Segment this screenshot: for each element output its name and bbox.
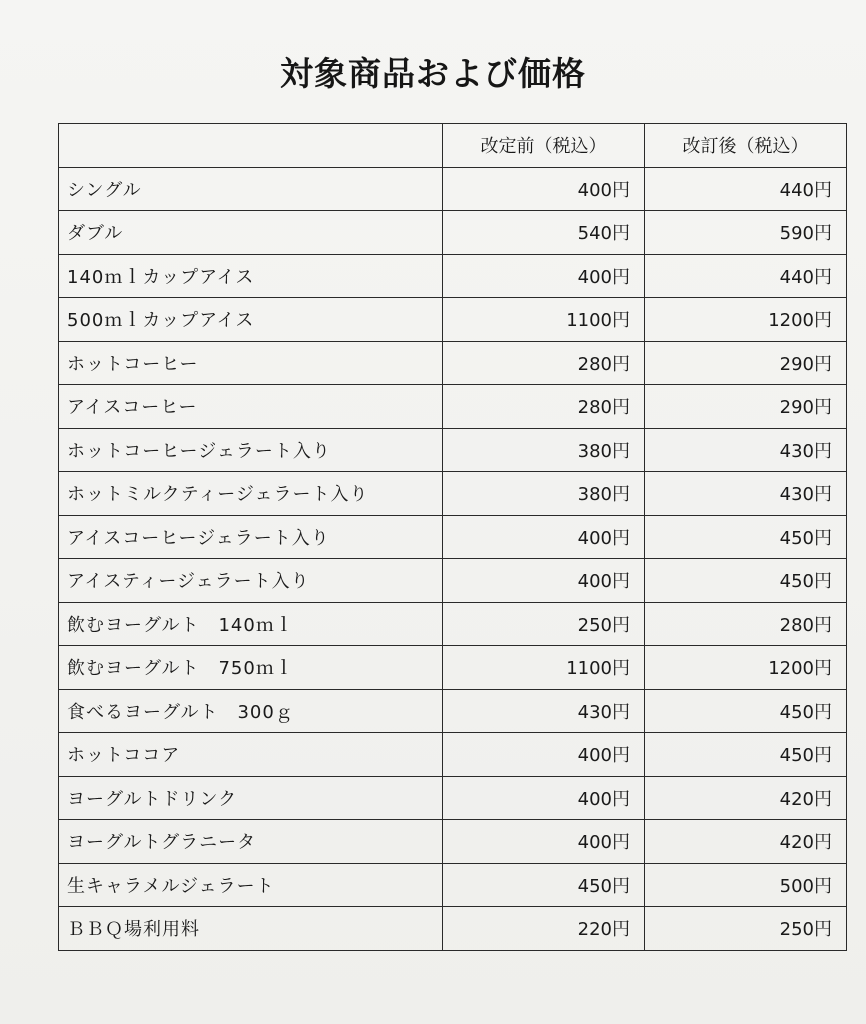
price-before-cell: 280円 <box>443 341 645 385</box>
price-after-cell: 420円 <box>645 776 847 820</box>
price-after-cell: 430円 <box>645 428 847 472</box>
price-before-cell: 380円 <box>443 472 645 516</box>
item-name-cell: ヨーグルトドリンク <box>59 776 443 820</box>
table-row <box>59 646 847 690</box>
header-price-after: 改訂後（税込） <box>645 124 847 168</box>
table-row <box>59 298 847 342</box>
price-after-cell: 590円 <box>645 211 847 255</box>
table-row <box>59 776 847 820</box>
table-row <box>59 211 847 255</box>
price-after-cell: 290円 <box>645 341 847 385</box>
price-before-cell: 400円 <box>443 820 645 864</box>
item-name-cell: 飲むヨーグルト 750ｍｌ <box>59 646 443 690</box>
item-name-cell: ＢＢＱ場利用料 <box>59 907 443 951</box>
item-name-cell: アイスコーヒー <box>59 385 443 429</box>
table-row <box>59 602 847 646</box>
item-name-cell: ダブル <box>59 211 443 255</box>
price-before-cell: 220円 <box>443 907 645 951</box>
item-name-cell: アイスティージェラート入り <box>59 559 443 603</box>
price-after-cell: 450円 <box>645 733 847 777</box>
item-name-cell: 食べるヨーグルト 300ｇ <box>59 689 443 733</box>
table-row <box>59 515 847 559</box>
price-before-cell: 430円 <box>443 689 645 733</box>
price-before-cell: 400円 <box>443 559 645 603</box>
item-name-cell: シングル <box>59 167 443 211</box>
price-before-cell: 1100円 <box>443 298 645 342</box>
item-name-cell: アイスコーヒージェラート入り <box>59 515 443 559</box>
price-after-cell: 280円 <box>645 602 847 646</box>
price-before-cell: 450円 <box>443 863 645 907</box>
price-table <box>58 123 847 951</box>
item-name-cell: 生キャラメルジェラート <box>59 863 443 907</box>
price-after-cell: 450円 <box>645 689 847 733</box>
price-before-cell: 280円 <box>443 385 645 429</box>
price-after-cell: 290円 <box>645 385 847 429</box>
table-row <box>59 385 847 429</box>
item-name-cell: 140ｍｌカップアイス <box>59 254 443 298</box>
price-before-cell: 400円 <box>443 167 645 211</box>
header-price-before: 改定前（税込） <box>443 124 645 168</box>
price-after-cell: 250円 <box>645 907 847 951</box>
price-before-cell: 540円 <box>443 211 645 255</box>
item-name-cell: ホットココア <box>59 733 443 777</box>
table-row <box>59 907 847 951</box>
page-title: 対象商品および価格 <box>280 54 586 93</box>
table-row <box>59 167 847 211</box>
price-after-cell: 440円 <box>645 254 847 298</box>
table-row <box>59 863 847 907</box>
table-row <box>59 254 847 298</box>
table-row <box>59 559 847 603</box>
price-after-cell: 440円 <box>645 167 847 211</box>
item-name-cell: ホットミルクティージェラート入り <box>59 472 443 516</box>
price-after-cell: 1200円 <box>645 646 847 690</box>
price-after-cell: 450円 <box>645 515 847 559</box>
price-before-cell: 250円 <box>443 602 645 646</box>
price-after-cell: 450円 <box>645 559 847 603</box>
item-name-cell: ヨーグルトグラニータ <box>59 820 443 864</box>
price-after-cell: 1200円 <box>645 298 847 342</box>
price-before-cell: 400円 <box>443 776 645 820</box>
table-row <box>59 733 847 777</box>
price-after-cell: 430円 <box>645 472 847 516</box>
item-name-cell: ホットコーヒー <box>59 341 443 385</box>
table-row <box>59 689 847 733</box>
price-before-cell: 400円 <box>443 254 645 298</box>
item-name-cell: 500ｍｌカップアイス <box>59 298 443 342</box>
price-before-cell: 400円 <box>443 733 645 777</box>
price-after-cell: 500円 <box>645 863 847 907</box>
table-row <box>59 341 847 385</box>
header-item <box>59 124 443 168</box>
table-header-row <box>59 124 847 168</box>
table-row <box>59 820 847 864</box>
item-name-cell: 飲むヨーグルト 140ｍｌ <box>59 602 443 646</box>
price-after-cell: 420円 <box>645 820 847 864</box>
price-before-cell: 1100円 <box>443 646 645 690</box>
item-name-cell: ホットコーヒージェラート入り <box>59 428 443 472</box>
price-before-cell: 400円 <box>443 515 645 559</box>
price-before-cell: 380円 <box>443 428 645 472</box>
table-row <box>59 428 847 472</box>
table-row <box>59 472 847 516</box>
